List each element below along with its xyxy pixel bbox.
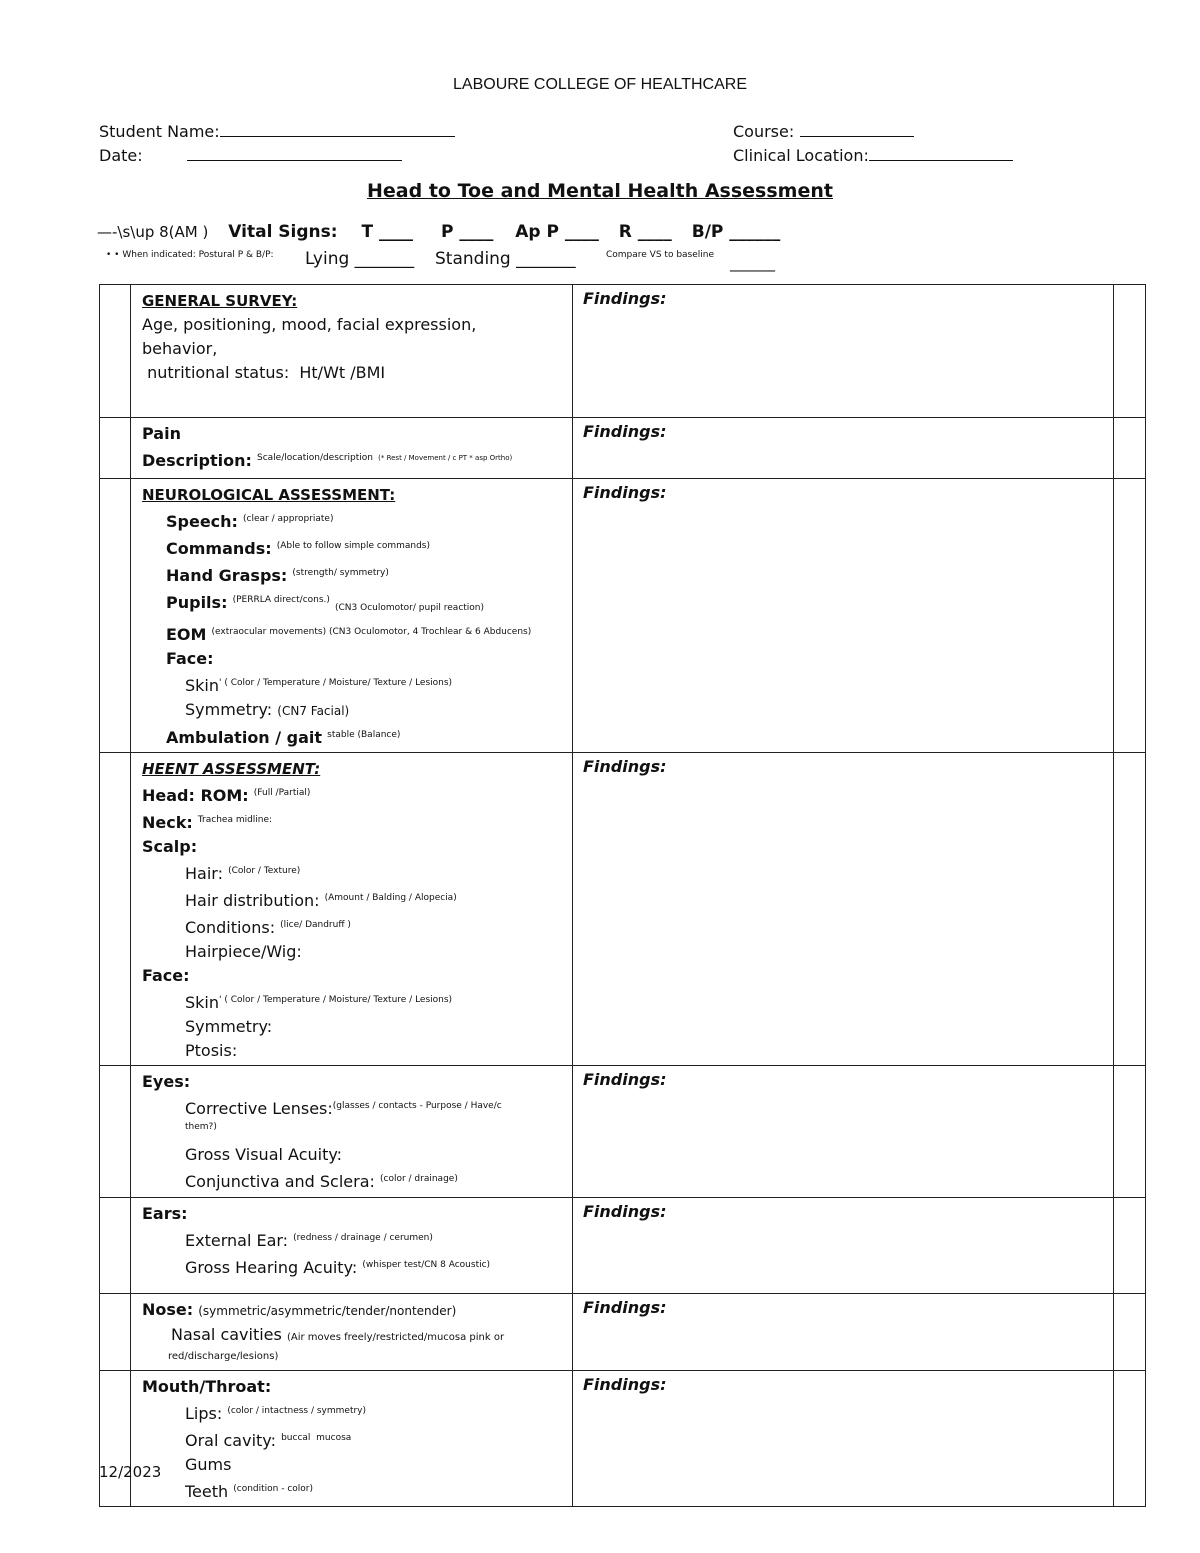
course-label: Course:	[733, 122, 795, 141]
ptosis-label: Ptosis:	[185, 1041, 238, 1060]
date-blank[interactable]	[187, 146, 402, 161]
findings-label: Findings:	[583, 1070, 667, 1089]
speech-note: (clear / appropriate)	[243, 514, 334, 524]
row-eyes	[100, 1066, 1146, 1198]
row-tail	[1114, 479, 1146, 753]
nasal-cavities-note: (Air moves freely/restricted/mucosa pink or	[286, 1332, 505, 1343]
symmetry-label: Symmetry:	[185, 700, 273, 719]
corrective-lenses-label: Corrective Lenses:	[185, 1099, 333, 1118]
speech-label: Speech:	[166, 512, 238, 531]
vitals-prefix: —-\s\up 8(AM )	[97, 223, 209, 241]
row-marker	[100, 285, 131, 418]
findings-label: Findings:	[583, 1375, 667, 1394]
nose-cell	[131, 1294, 573, 1371]
findings-label: Findings:	[583, 1298, 667, 1317]
row-marker	[100, 1198, 131, 1294]
general-survey-line: behavior,	[142, 339, 218, 358]
row-mouth-throat	[100, 1371, 1146, 1507]
postural-lying[interactable]: Lying _______	[305, 249, 415, 269]
nose-note: (symmetric/asymmetric/tender/nontender)	[198, 1304, 457, 1318]
row-pain	[100, 418, 1146, 479]
row-marker	[100, 753, 131, 1066]
row-marker	[100, 479, 131, 753]
mouth-throat-cell	[131, 1371, 573, 1507]
heent-symmetry-label: Symmetry:	[185, 1017, 273, 1036]
row-tail	[1114, 285, 1146, 418]
findings-label: Findings:	[583, 757, 667, 776]
neck-note: Trachea midline:	[197, 815, 273, 825]
general-survey-heading: GENERAL SURVEY:	[142, 292, 298, 310]
vital-apical-pulse[interactable]: Ap P ____	[515, 222, 599, 242]
hair-label: Hair:	[185, 864, 223, 883]
findings-cell[interactable]	[573, 1198, 1114, 1294]
findings-cell[interactable]	[573, 285, 1114, 418]
findings-label: Findings:	[583, 422, 667, 441]
commands-note: (Able to follow simple commands)	[276, 541, 431, 551]
pupils-label: Pupils:	[166, 593, 228, 612]
row-marker	[100, 418, 131, 479]
head-rom-note: (Full /Partial)	[253, 788, 311, 798]
commands-label: Commands:	[166, 539, 272, 558]
eyes-heading: Eyes:	[142, 1072, 191, 1091]
conditions-label: Conditions:	[185, 918, 276, 937]
student-name-blank[interactable]	[220, 122, 455, 137]
row-tail	[1114, 1371, 1146, 1507]
course-field	[733, 122, 914, 141]
ears-heading: Ears:	[142, 1204, 188, 1223]
oral-cavity-label: Oral cavity:	[185, 1431, 276, 1450]
scalp-label: Scalp:	[142, 837, 198, 856]
external-ear-note: (redness / drainage / cerumen)	[293, 1233, 433, 1243]
row-general-survey	[100, 285, 1146, 418]
date-field	[99, 146, 402, 165]
symmetry-note: (CN7 Facial)	[277, 704, 350, 718]
head-rom-label: Head: ROM:	[142, 786, 249, 805]
nasal-cavities-label: Nasal cavities	[171, 1325, 282, 1344]
pupils-note: (PERRLA direct/cons.)	[232, 595, 330, 605]
pain-description-label: Description:	[142, 451, 252, 470]
college-name: LABOURE COLLEGE OF HEALTHCARE	[453, 76, 747, 93]
row-tail	[1114, 418, 1146, 479]
row-tail	[1114, 1066, 1146, 1198]
teeth-note: (condition - color)	[233, 1484, 314, 1494]
general-survey-line: Age, positioning, mood, facial expression,	[142, 315, 477, 334]
compare-baseline-blank[interactable]: ______	[730, 254, 775, 272]
ambulation-label: Ambulation / gait	[166, 728, 323, 747]
vital-signs-row	[97, 222, 780, 242]
clinical-location-label: Clinical Location:	[733, 146, 869, 165]
row-tail	[1114, 753, 1146, 1066]
student-name-label: Student Name:	[99, 122, 220, 141]
row-tail	[1114, 1198, 1146, 1294]
hair-distribution-note: (Amount / Balding / Alopecia)	[324, 893, 457, 903]
mouth-throat-heading: Mouth/Throat:	[142, 1377, 272, 1396]
heent-heading: HEENT ASSESSMENT:	[142, 760, 321, 778]
neurological-heading: NEUROLOGICAL ASSESSMENT:	[142, 486, 396, 504]
hair-note: (Color / Texture)	[228, 866, 301, 876]
student-name-field	[99, 122, 455, 141]
face-label: Face:	[166, 649, 214, 668]
findings-cell[interactable]	[573, 1371, 1114, 1507]
eom-label: EOM	[166, 625, 207, 644]
pain-cell	[131, 418, 573, 479]
eom-note: (extraocular movements) (CN3 Oculomotor, 4 Trochlear & 6 Abducens)	[211, 627, 532, 637]
general-survey-cell	[131, 285, 573, 418]
skin-label: Skin	[185, 676, 220, 695]
neurological-cell	[131, 479, 573, 753]
findings-label: Findings:	[583, 1202, 667, 1221]
heent-cell	[131, 753, 573, 1066]
course-blank[interactable]	[800, 122, 914, 137]
heent-skin-label: Skin	[185, 993, 220, 1012]
row-marker	[100, 1294, 131, 1371]
conjunctiva-note: (color / drainage)	[380, 1174, 458, 1184]
pain-heading: Pain	[142, 424, 181, 443]
pain-description-note: Scale/location/description	[256, 453, 374, 463]
eyes-cell	[131, 1066, 573, 1198]
conditions-note: (lice/ Dandruff )	[280, 920, 351, 930]
assessment-table	[99, 284, 1146, 1507]
ambulation-note: stable (Balance)	[327, 730, 401, 740]
corrective-lenses-note: (glasses / contacts - Purpose / Have/c	[332, 1101, 502, 1111]
findings-cell[interactable]	[573, 418, 1114, 479]
heent-skin-note: ' ( Color / Temperature / Moisture/ Texture / Lesions)	[219, 995, 453, 1005]
skin-note: ' ( Color / Temperature / Moisture/ Texture / Lesions)	[219, 678, 453, 688]
conjunctiva-label: Conjunctiva and Sclera:	[185, 1172, 375, 1191]
row-nose	[100, 1294, 1146, 1371]
vitals-label: Vital Signs:	[228, 222, 338, 242]
lips-label: Lips:	[185, 1404, 223, 1423]
nutritional-status: nutritional status: Ht/Wt /BMI	[142, 363, 386, 382]
findings-cell[interactable]	[573, 753, 1114, 1066]
vital-blood-pressure[interactable]: B/P ______	[691, 222, 781, 242]
row-ears	[100, 1198, 1146, 1294]
row-heent	[100, 753, 1146, 1066]
gross-visual-acuity-label: Gross Visual Acuity:	[185, 1145, 343, 1164]
corrective-lenses-note-2: them?)	[185, 1122, 217, 1132]
neck-label: Neck:	[142, 813, 193, 832]
row-marker	[100, 1371, 131, 1507]
findings-cell[interactable]	[573, 1294, 1114, 1371]
findings-label: Findings:	[583, 289, 667, 308]
compare-baseline-note: Compare VS to baseline	[606, 250, 715, 260]
hand-grasps-note: (strength/ symmetry)	[292, 568, 389, 578]
external-ear-label: External Ear:	[185, 1231, 289, 1250]
findings-cell[interactable]	[573, 1066, 1114, 1198]
vital-respirations[interactable]: R ____	[618, 222, 672, 242]
footer-date: 12/2023	[99, 1463, 162, 1481]
heent-face-label: Face:	[142, 966, 190, 985]
ears-cell	[131, 1198, 573, 1294]
pupils-note-2: (CN3 Oculomotor/ pupil reaction)	[335, 603, 485, 613]
findings-cell[interactable]	[573, 479, 1114, 753]
postural-note: • • When indicated: Postural P & B/P:	[106, 250, 274, 260]
hairpiece-label: Hairpiece/Wig:	[185, 942, 302, 961]
date-label: Date:	[99, 146, 143, 165]
nasal-cavities-note-2: red/discharge/lesions)	[168, 1351, 279, 1362]
document-title: Head to Toe and Mental Health Assessment	[367, 180, 833, 202]
row-marker	[100, 1066, 131, 1198]
gums-label: Gums	[185, 1455, 232, 1474]
vital-pulse[interactable]: P ____	[440, 222, 494, 242]
pain-description-note-2: (* Rest / Movement / c PT * asp Ortho)	[378, 454, 513, 462]
row-neurological	[100, 479, 1146, 753]
lips-note: (color / intactness / symmetry)	[227, 1406, 367, 1416]
vital-temperature[interactable]: T ____	[361, 222, 414, 242]
findings-label: Findings:	[583, 483, 667, 502]
teeth-label: Teeth	[185, 1482, 229, 1501]
row-tail	[1114, 1294, 1146, 1371]
oral-cavity-note: buccal mucosa	[281, 1433, 352, 1443]
gross-hearing-label: Gross Hearing Acuity:	[185, 1258, 358, 1277]
gross-hearing-note: (whisper test/CN 8 Acoustic)	[362, 1260, 491, 1270]
postural-standing[interactable]: Standing _______	[435, 249, 576, 269]
clinical-location-field	[733, 146, 1013, 165]
clinical-location-blank[interactable]	[869, 146, 1013, 161]
hand-grasps-label: Hand Grasps:	[166, 566, 288, 585]
hair-distribution-label: Hair distribution:	[185, 891, 320, 910]
nose-heading: Nose:	[142, 1300, 194, 1319]
